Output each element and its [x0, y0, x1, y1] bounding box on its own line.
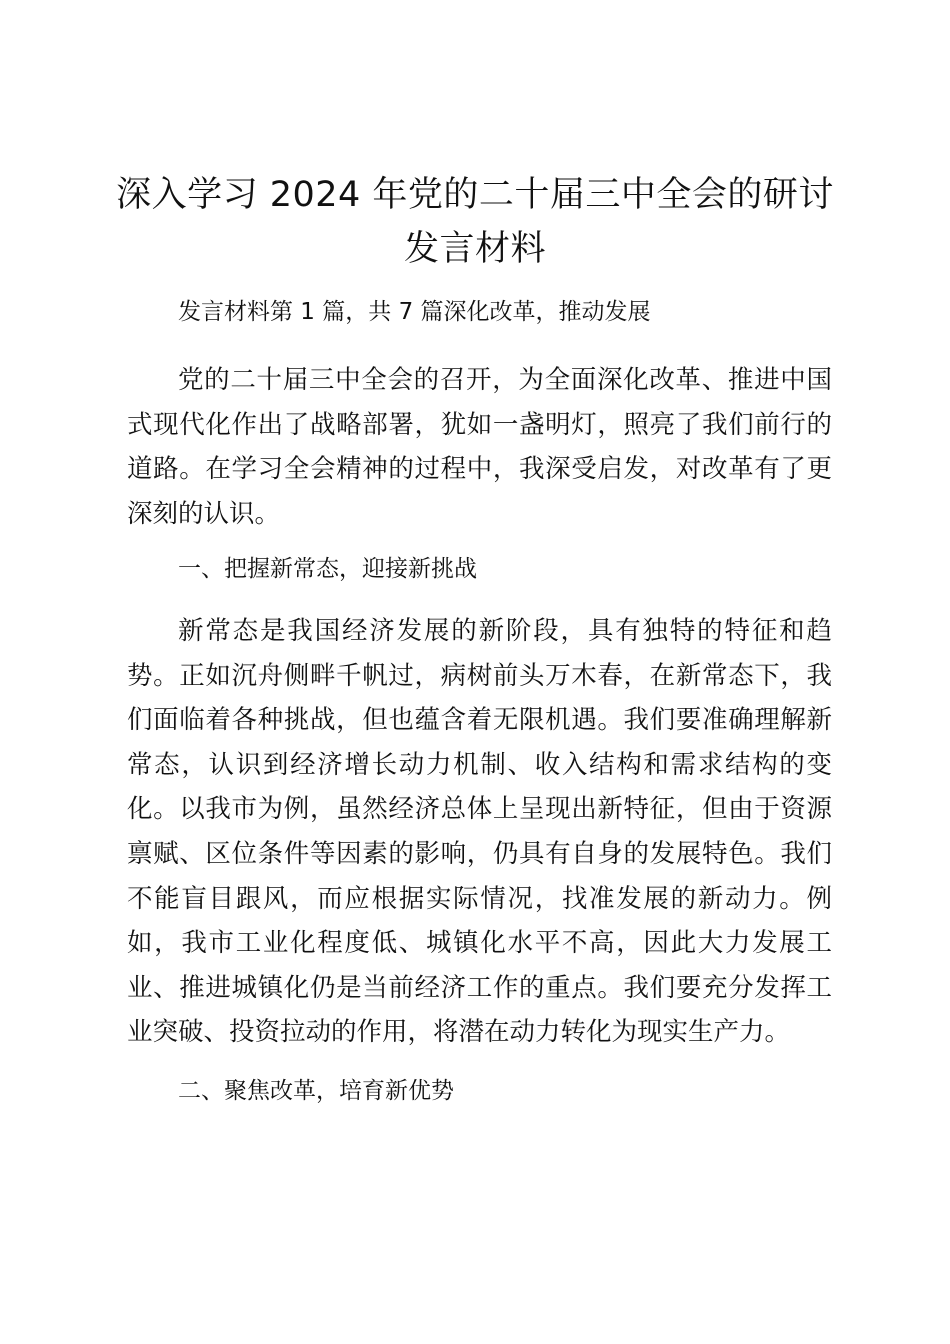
section-heading-2: 二、聚焦改革，培育新优势	[178, 1078, 454, 1104]
intro-paragraph: 党的二十届三中全会的召开，为全面深化改革、推进中国式现代化作出了战略部署，犹如一盏明灯，照亮了我们前行的道路。在学习全会精神的过程中，我深受启发，对改革有了更深刻的认识。	[127, 365, 832, 529]
document-title: 深入学习 2024 年党的二十届三中全会的研讨发言材料	[116, 175, 834, 269]
document-subtitle: 发言材料第 1 篇，共 7 篇深化改革，推动发展	[178, 299, 651, 325]
section-paragraph-1: 新常态是我国经济发展的新阶段，具有独特的特征和趋势。正如沉舟侧畔千帆过，病树前头万木春，在新常态下，我们面临着各种挑战，但也蕴含着无限机遇。我们要准确理解新常态，认识到经济增长动力机制、收入结构和需求结构的变化。以我市为例，虽然经济总体上呈现出新特征，但由于资源禀赋、区位条件等因素的影响，仍具有自身的发展特色。我们不能盲目跟风，而应根据实际情况，找准发展的新动力。例如，我市工业化程度低、城镇化水平不高，因此大力发展工业、推进城镇化仍是当前经济工作的重点。我们要充分发挥工业突破、投资拉动的作用，将潜在动力转化为现实生产力。	[127, 616, 832, 1048]
section-heading-1: 一、把握新常态，迎接新挑战	[178, 556, 477, 582]
